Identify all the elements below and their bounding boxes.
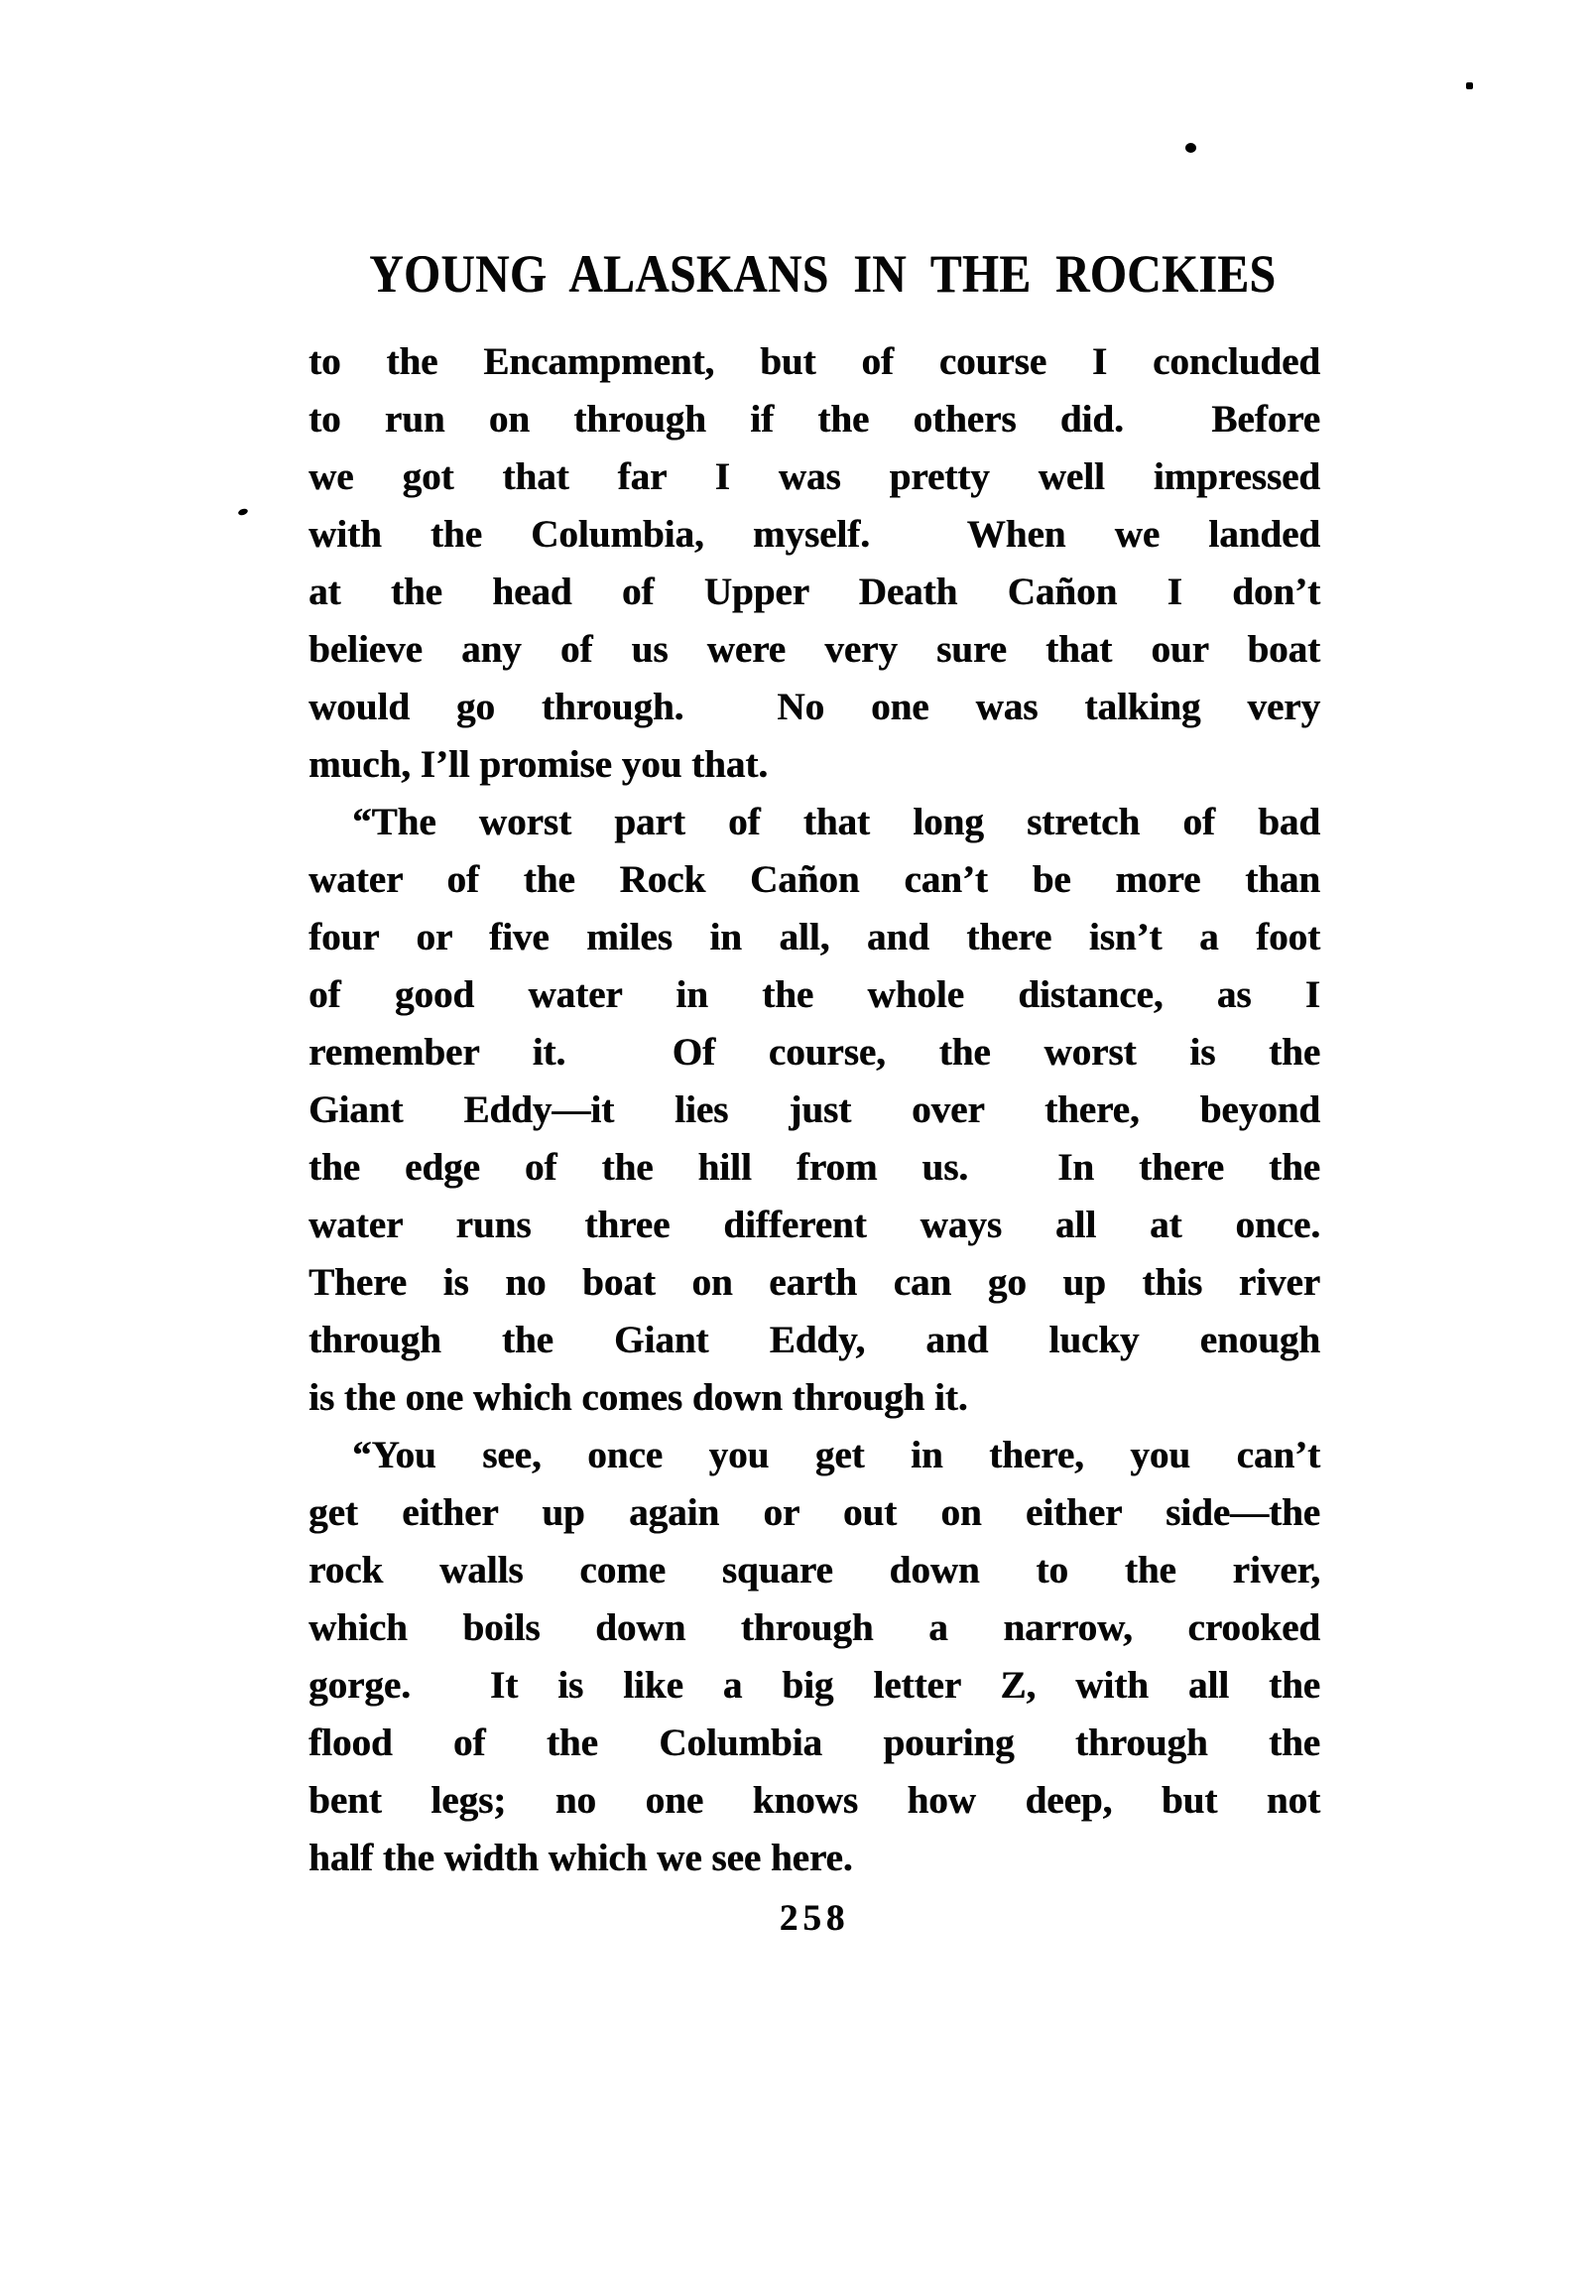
text-line: believe any of us were very sure that our boat [308, 628, 1320, 671]
text-line: water of the Rock Cañon can’t be more than [308, 858, 1320, 901]
text-line: four or five miles in all, and there isn’t a foot [308, 916, 1320, 958]
body-text [308, 333, 1320, 1887]
text-line: Giant Eddy—it lies just over there, beyond [308, 1088, 1320, 1131]
text-line: would go through. No one was talking very [308, 686, 1320, 728]
text-line: water runs three different ways all at once. [308, 1204, 1320, 1246]
text-line: much, I’ll promise you that. [308, 743, 768, 786]
text-line: of good water in the whole distance, as I [308, 973, 1320, 1016]
text-line: through the Giant Eddy, and lucky enough [308, 1319, 1320, 1361]
text-line: half the width which we see here. [308, 1837, 853, 1879]
text-line: the edge of the hill from us. In there the [308, 1146, 1320, 1189]
text-line: bent legs; no one knows how deep, but not [308, 1779, 1320, 1822]
text-line: which boils down through a narrow, crooked [308, 1606, 1320, 1649]
ink-speck [1466, 82, 1473, 89]
text-line: we got that far I was pretty well impressed [308, 455, 1320, 498]
text-line: gorge. It is like a big letter Z, with all the [308, 1664, 1320, 1707]
text-line: “The worst part of that long stretch of bad [352, 801, 1320, 843]
text-line: with the Columbia, myself. When we landed [308, 513, 1320, 556]
text-line: to the Encampment, but of course I concluded [308, 340, 1320, 383]
text-line: at the head of Upper Death Cañon I don’t [308, 571, 1320, 613]
text-line: is the one which comes down through it. [308, 1376, 968, 1419]
text-line: “You see, once you get in there, you can’t [352, 1434, 1320, 1476]
text-line: to run on through if the others did. Before [308, 398, 1320, 441]
ink-speck [1185, 143, 1196, 153]
text-line: get either up again or out on either side—the [308, 1491, 1320, 1534]
text-line: There is no boat on earth can go up this river [308, 1261, 1320, 1304]
running-head: YOUNG ALASKANS IN THE ROCKIES [369, 244, 1277, 304]
text-line: rock walls come square down to the river, [308, 1549, 1320, 1592]
text-line: remember it. Of course, the worst is the [308, 1031, 1320, 1074]
text-line: flood of the Columbia pouring through the [308, 1722, 1320, 1764]
page-number: 258 [779, 1898, 850, 1939]
ink-speck [237, 508, 248, 517]
